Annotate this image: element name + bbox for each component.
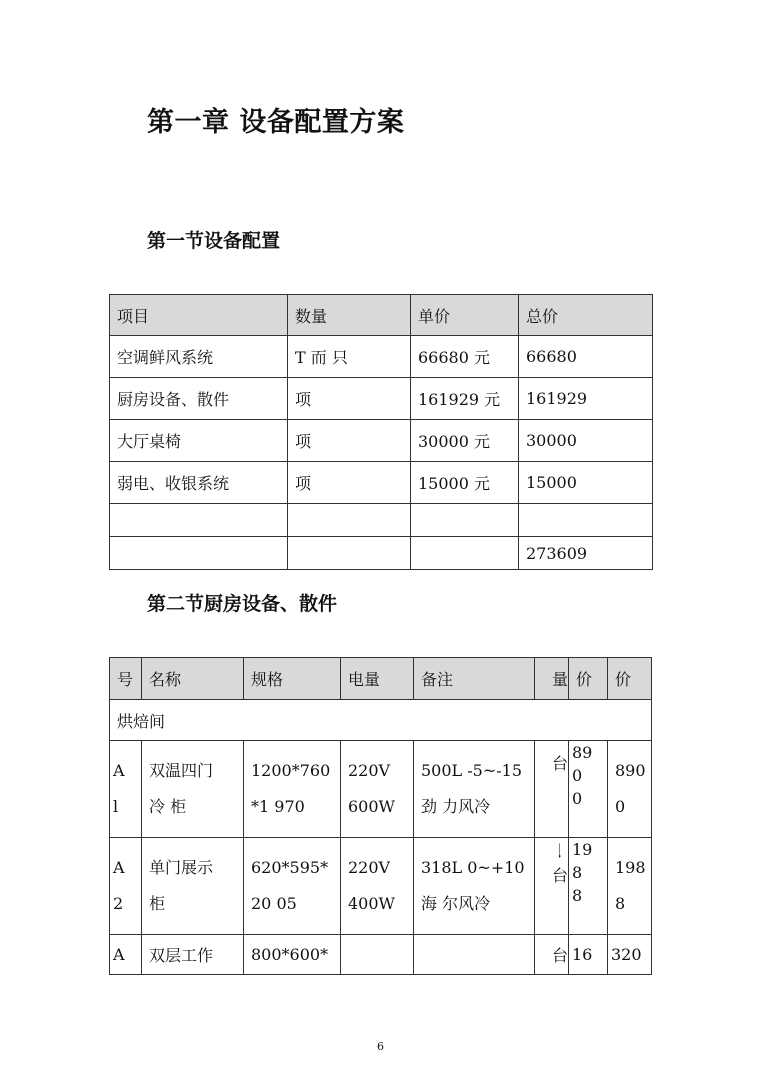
table-header-row [110, 295, 653, 336]
item-spec: 800*600* [244, 935, 341, 975]
header-unit-price: 价 [569, 658, 608, 700]
unit-price-cell: 66680 元 [411, 336, 519, 378]
table-row [110, 336, 653, 378]
item-number: A [110, 935, 142, 975]
table-row [110, 741, 652, 838]
item-total-price: 198 8 [608, 838, 652, 935]
item-name: 双温四门 冷 柜 [142, 741, 244, 838]
total-price-cell: 15000 [519, 462, 653, 504]
item-unit-price: 16 [569, 935, 608, 975]
item-total-price: 890 0 [608, 741, 652, 838]
header-quantity: 量 [535, 658, 569, 700]
quantity-cell: 项 [288, 420, 411, 462]
table-row [110, 420, 653, 462]
item-name: 单门展示 柜 [142, 838, 244, 935]
unit-price-cell: 15000 元 [411, 462, 519, 504]
header-unit-price: 单价 [411, 295, 519, 336]
unit-price-cell: 161929 元 [411, 378, 519, 420]
group-label: 烘焙间 [110, 700, 652, 741]
item-cell: 空调鲜风系统 [110, 336, 288, 378]
grand-total-cell: 273609 [519, 537, 653, 570]
chapter-title: 第一章 设备配置方案 [147, 107, 405, 138]
empty-row [110, 504, 653, 537]
table-row [110, 838, 652, 935]
item-cell: 弱电、收银系统 [110, 462, 288, 504]
total-row [110, 537, 653, 570]
total-price-cell: 161929 [519, 378, 653, 420]
item-spec: 620*595* 20 05 [244, 838, 341, 935]
item-number: A l [110, 741, 142, 838]
item-power: 220V 600W [341, 741, 414, 838]
quantity-cell: 项 [288, 462, 411, 504]
item-cell: 大厅桌椅 [110, 420, 288, 462]
table-row [110, 378, 653, 420]
section-title-equipment-config: 第一节设备配置 [147, 230, 281, 252]
total-price-cell: 66680 [519, 336, 653, 378]
item-power [341, 935, 414, 975]
item-note: 500L -5~-15 劲 力风冷 [414, 741, 535, 838]
table-row [110, 462, 653, 504]
item-note [414, 935, 535, 975]
quantity-cell: T 而 只 [288, 336, 411, 378]
item-unit-price: 89 0 0 [569, 741, 608, 838]
item-quantity: 一 台 [535, 838, 569, 935]
section-title-kitchen-equipment: 第二节厨房设备、散件 [147, 593, 338, 615]
equipment-summary-table [109, 294, 653, 570]
header-spec: 规格 [244, 658, 341, 700]
header-item: 项目 [110, 295, 288, 336]
item-note: 318L 0~+10 海 尔风冷 [414, 838, 535, 935]
item-power: 220V 400W [341, 838, 414, 935]
item-quantity: 台 [535, 741, 569, 838]
kitchen-equipment-table [109, 657, 652, 975]
item-number: A 2 [110, 838, 142, 935]
header-quantity: 数量 [288, 295, 411, 336]
item-spec: 1200*760 *1 970 [244, 741, 341, 838]
header-name: 名称 [142, 658, 244, 700]
header-total-price: 总价 [519, 295, 653, 336]
group-row [110, 700, 652, 741]
quantity-cell: 项 [288, 378, 411, 420]
header-number: 号 [110, 658, 142, 700]
item-unit-price: 19 8 8 [569, 838, 608, 935]
page-number: 6 [377, 1040, 384, 1053]
header-total-price: 价 [608, 658, 652, 700]
table-header-row [110, 658, 652, 700]
item-quantity: 台 [535, 935, 569, 975]
header-note: 备注 [414, 658, 535, 700]
item-cell: 厨房设备、散件 [110, 378, 288, 420]
item-total-price: 320 [608, 935, 652, 975]
header-power: 电量 [341, 658, 414, 700]
total-price-cell: 30000 [519, 420, 653, 462]
unit-price-cell: 30000 元 [411, 420, 519, 462]
item-name: 双层工作 [142, 935, 244, 975]
table-row [110, 935, 652, 975]
